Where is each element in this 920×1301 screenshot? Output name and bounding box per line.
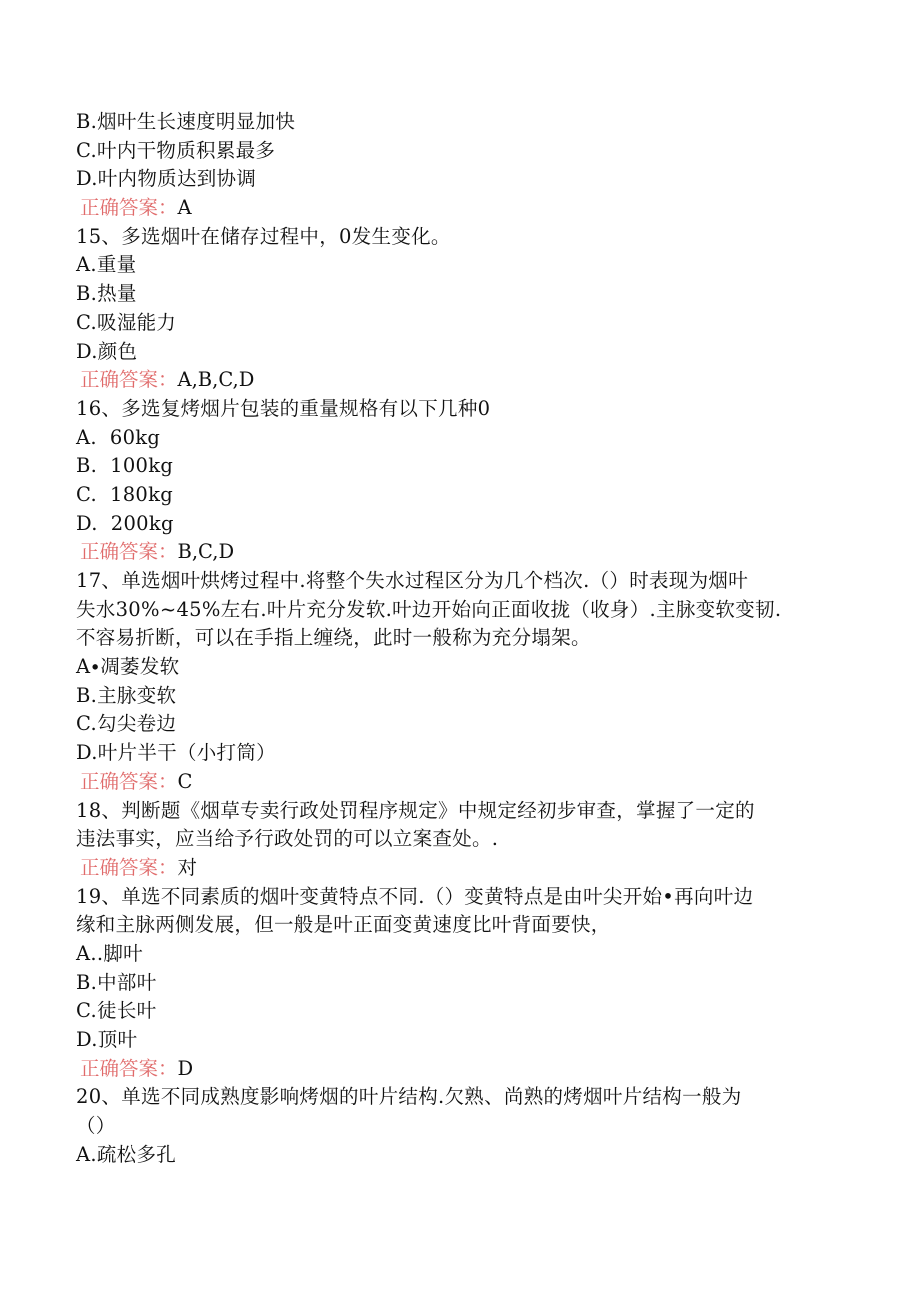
question-stem-line: 20、单选不同成熟度影响烤烟的叶片结构.欠熟、尚熟的烤烟叶片结构一般为 bbox=[76, 1085, 742, 1109]
option-line: D.叶内物质达到协调 bbox=[76, 167, 257, 191]
answer-label: 正确答案： bbox=[80, 855, 178, 879]
answer-line bbox=[76, 768, 836, 797]
option-line: C.叶内干物质积累最多 bbox=[76, 138, 276, 162]
answer-line bbox=[76, 194, 836, 223]
question-stem-line: 缘和主脉两侧发展，但一般是叶正面变黄速度比叶背面要快， bbox=[76, 913, 611, 937]
option-line: D.颜色 bbox=[76, 339, 138, 363]
answer-label: 正确答案： bbox=[80, 769, 178, 793]
answer-value: A bbox=[177, 196, 192, 220]
question-stem-line: 18、判断题《烟草专卖行政处罚程序规定》中规定经初步审查，掌握了一定的 bbox=[76, 798, 755, 822]
answer-line bbox=[76, 1055, 836, 1084]
question-stem-line: （） bbox=[76, 1114, 116, 1138]
answer-line bbox=[76, 854, 836, 883]
answer-line bbox=[76, 538, 836, 567]
option-line: D.顶叶 bbox=[76, 1028, 138, 1051]
question-stem: 16、多选复烤烟片包装的重量规格有以下几种0 bbox=[76, 396, 491, 420]
answer-value: D bbox=[177, 1056, 194, 1080]
answer-label: 正确答案： bbox=[80, 540, 178, 564]
question-stem-line: 17、单选烟叶烘烤过程中.将整个失水过程区分为几个档次.（）时表现为烟叶 bbox=[76, 569, 749, 592]
answer-value: 对 bbox=[177, 855, 198, 879]
option-line: A.重量 bbox=[76, 253, 137, 277]
option-line: C. 180kg bbox=[76, 482, 174, 506]
answer-label: 正确答案： bbox=[80, 1056, 178, 1080]
option-line: D. 200kg bbox=[76, 511, 174, 535]
question-stem-line: 违法事实，应当给予行政处罚的可以立案查处。. bbox=[76, 827, 499, 851]
option-line: C.吸湿能力 bbox=[76, 310, 177, 334]
document-page bbox=[76, 108, 836, 1169]
option-line: B.热量 bbox=[76, 282, 137, 306]
option-line: D.叶片半干（小打筒） bbox=[76, 741, 276, 765]
question-stem-line: 19、单选不同素质的烟叶变黄特点不同.（）变黄特点是由叶尖开始•再向叶边 bbox=[76, 884, 754, 908]
option-line: B.主脉变软 bbox=[76, 683, 177, 707]
answer-label: 正确答案： bbox=[80, 368, 178, 392]
option-line: A.疏松多孔 bbox=[76, 1142, 177, 1166]
option-line: B. 100kg bbox=[76, 454, 174, 478]
option-line: A∙凋萎发软 bbox=[76, 655, 180, 679]
answer-label: 正确答案： bbox=[80, 196, 178, 220]
answer-value: C bbox=[177, 769, 193, 793]
question-stem: 15、多选烟叶在储存过程中，0发生变化。 bbox=[76, 224, 451, 248]
option-line: C.勾尖卷边 bbox=[76, 712, 177, 736]
question-stem-line: 失水30%~45%左右.叶片充分发软.叶边开始向正面收拢（收身）.主脉变软变韧. bbox=[76, 597, 782, 621]
answer-value: B,C,D bbox=[177, 540, 235, 564]
answer-line bbox=[76, 366, 836, 395]
option-line: A. 60kg bbox=[76, 425, 161, 449]
answer-value: A,B,C,D bbox=[177, 368, 255, 392]
question-stem-line: 不容易折断，可以在手指上缠绕，此时一般称为充分塌架。 bbox=[76, 626, 591, 650]
option-line: C.徒长叶 bbox=[76, 999, 157, 1023]
option-line: B.烟叶生长速度明显加快 bbox=[76, 110, 296, 133]
option-line: A..脚叶 bbox=[76, 941, 143, 965]
option-line: B.中部叶 bbox=[76, 970, 157, 994]
